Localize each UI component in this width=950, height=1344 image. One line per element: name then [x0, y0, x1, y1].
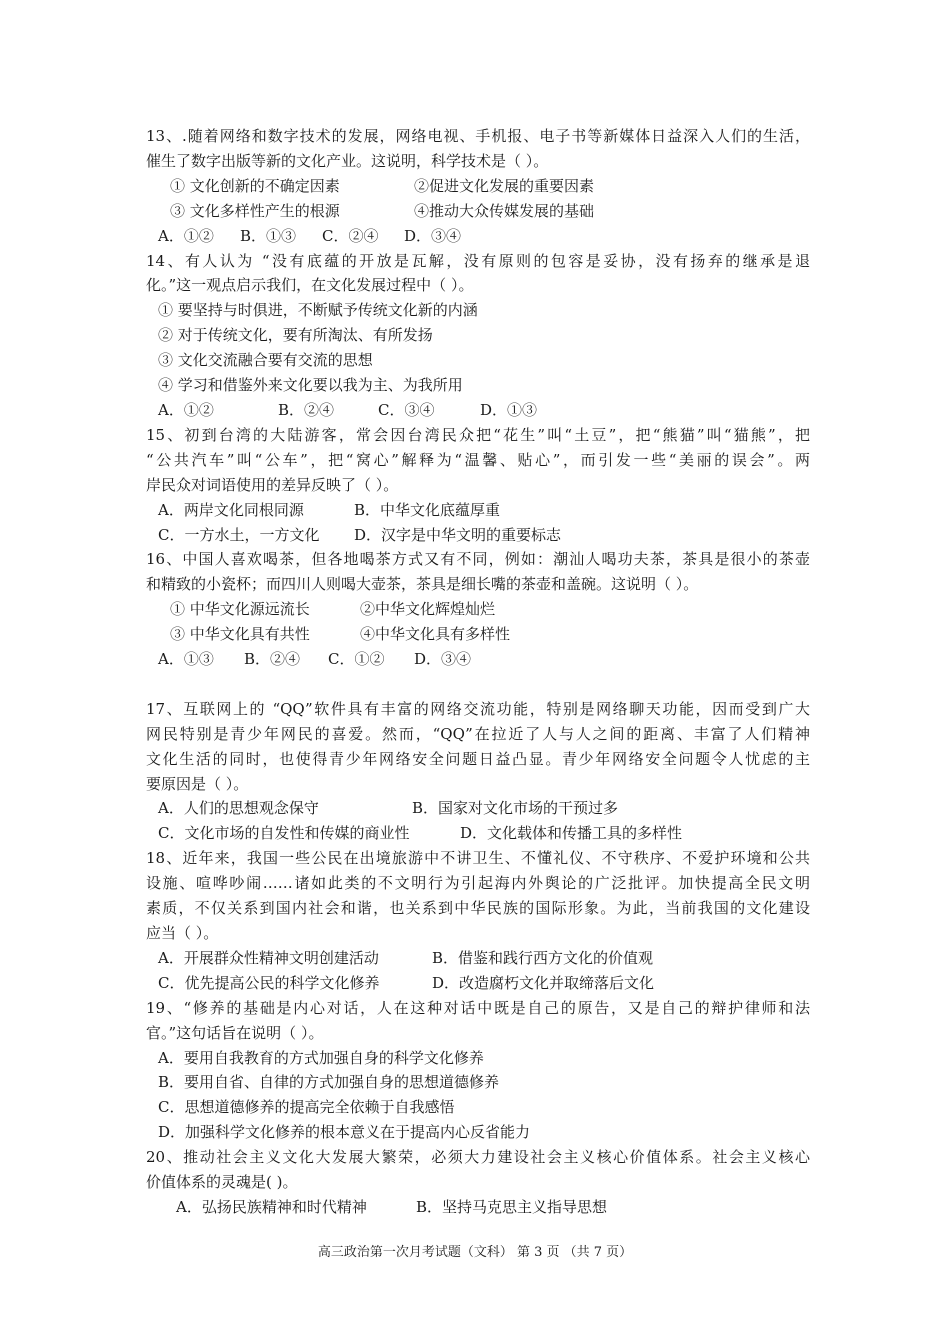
statement: ③ 文化多样性产生的根源	[170, 201, 340, 220]
option: A．两岸文化同根同源	[158, 500, 304, 519]
exam-content	[146, 124, 810, 1220]
options-row	[146, 946, 810, 971]
question-stem-line: 岸民众对词语使用的差异反映了（ ）。	[146, 475, 399, 494]
option: A．①②	[158, 226, 214, 245]
option: D．加强科学文化修养的根本意义在于提高内心反省能力	[158, 1123, 531, 1142]
option: B．坚持马克思主义指导思想	[416, 1197, 608, 1216]
statement: ③ 中华文化具有共性	[170, 625, 310, 644]
question-16	[146, 547, 810, 672]
question-stem-line: 19、“修养的基础是内心对话，人在这种对话中既是自己的原告，又是自己的辩护律师和法	[146, 998, 810, 1017]
question-13	[146, 124, 810, 249]
statement: ②促进文化发展的重要因素	[414, 176, 595, 195]
option: C．优先提高公民的科学文化修养	[158, 973, 380, 992]
options-row	[146, 796, 810, 821]
question-stem-line: 14、有人认为 “没有底蕴的开放是瓦解，没有原则的包容是妥协，没有扬弃的继承是退	[146, 251, 810, 270]
statement: ④中华文化具有多样性	[360, 625, 511, 644]
option: D．③④	[404, 226, 462, 245]
spacer	[146, 672, 810, 697]
question-17	[146, 697, 810, 846]
option: C．①②	[328, 650, 385, 669]
statement-row	[146, 174, 810, 199]
option: D．文化载体和传播工具的多样性	[460, 824, 683, 843]
option: C．②④	[322, 226, 379, 245]
option: B．①③	[240, 226, 297, 245]
options-row	[146, 647, 810, 672]
option: A．要用自我教育的方式加强自身的科学文化修养	[158, 1048, 484, 1067]
options-row	[146, 1195, 810, 1220]
statement: ① 中华文化源远流长	[170, 600, 310, 619]
statement-row	[146, 622, 810, 647]
option: D．汉字是中华文明的重要标志	[354, 525, 562, 544]
option: C．文化市场的自发性和传媒的商业性	[158, 824, 410, 843]
question-stem-line: 20、推动社会主义文化大发展大繁荣，必须大力建设社会主义核心价值体系。社会主义核心	[146, 1148, 810, 1167]
question-stem-line: 16、中国人喜欢喝茶，但各地喝茶方式又有不同，例如：潮汕人喝功夫茶，茶具是很小的茶壶	[146, 550, 810, 569]
statement-row	[146, 199, 810, 224]
options-row	[146, 224, 810, 249]
question-stem-line: 素质，不仅关系到国内社会和谐，也关系到中华民族的国际形象。为此，当前我国的文化建设	[146, 899, 810, 918]
question-stem-line: 15、初到台湾的大陆游客，常会因台湾民众把“花生”叫“土豆”，把“熊猫”叫“猫熊”，把	[146, 425, 810, 444]
option: B．②④	[244, 650, 301, 669]
option: A．①③	[158, 650, 214, 669]
question-stem-line: “公共汽车”叫“公车”，把“窝心”解释为“温馨、贴心”，而引发一些“美丽的误会”。两	[146, 450, 810, 469]
question-stem-line: 和精致的小瓷杯；而四川人则喝大壶茶，茶具是细长嘴的茶壶和盖碗。这说明（ ）。	[146, 575, 699, 594]
statement: ④ 学习和借鉴外来文化要以我为主、为我所用	[158, 376, 463, 395]
option: D．③④	[414, 650, 472, 669]
question-stem-line: 网民特别是青少年网民的喜爱。然而，“QQ”在拉近了人与人之间的距离、丰富了人们精神	[146, 724, 810, 743]
statement-row	[146, 597, 810, 622]
option: C．③④	[378, 400, 435, 419]
option: D．改造腐朽文化并取缔落后文化	[432, 973, 655, 992]
options-row	[146, 821, 810, 846]
option: A．人们的思想观念保守	[158, 799, 319, 818]
statement: ① 要坚持与时俱进，不断赋予传统文化新的内涵	[158, 301, 478, 320]
question-14	[146, 249, 810, 423]
question-stem-line: 要原因是（ ）。	[146, 774, 249, 793]
statement: ③ 文化交流融合要有交流的思想	[158, 351, 373, 370]
statement: ④推动大众传媒发展的基础	[414, 201, 595, 220]
options-row	[146, 523, 810, 548]
option: A．弘扬民族精神和时代精神	[176, 1197, 367, 1216]
option: B．借鉴和践行西方文化的价值观	[432, 948, 654, 967]
options-row	[146, 398, 810, 423]
question-stem-line: 设施、喧哗吵闹……诸如此类的不文明行为引起海内外舆论的广泛批评。加快提高全民文明	[146, 874, 810, 893]
option: A．开展群众性精神文明创建活动	[158, 948, 379, 967]
question-stem-line: 13、.随着网络和数字技术的发展，网络电视、手机报、电子书等新媒体日益深入人们的生活，	[146, 127, 810, 145]
question-stem-line: 18、近年来，我国一些公民在出境旅游中不讲卫生、不懂礼仪、不守秩序、不爱护环境和公共	[146, 849, 810, 868]
option: D．①③	[480, 400, 538, 419]
option: B．要用自省、自律的方式加强自身的思想道德修养	[158, 1073, 500, 1092]
option: B．②④	[278, 400, 335, 419]
question-stem-line: 化。”这一观点启示我们，在文化发展过程中（ ）。	[146, 276, 474, 295]
question-stem-line: 应当（ ）。	[146, 923, 219, 942]
question-stem-line: 价值体系的灵魂是( )。	[146, 1173, 298, 1192]
statement: ② 对于传统文化，要有所淘汰、有所发扬	[158, 326, 433, 345]
statement: ②中华文化辉煌灿烂	[360, 600, 496, 619]
option: B．国家对文化市场的干预过多	[412, 799, 619, 818]
question-15	[146, 423, 810, 548]
page-footer: 高三政治第一次月考试题（文科） 第 3 页 （共 7 页）	[317, 1245, 633, 1260]
option: C．思想道德修养的提高完全依赖于自我感悟	[158, 1098, 455, 1117]
question-stem-line: 文化生活的同时，也使得青少年网络安全问题日益凸显。青少年网络安全问题令人忧虑的主	[146, 749, 810, 768]
statement: ① 文化创新的不确定因素	[170, 176, 340, 195]
question-stem-line: 17、互联网上的 “QQ”软件具有丰富的网络交流功能，特别是网络聊天功能，因而受到广大	[146, 699, 810, 718]
question-stem-line: 催生了数字出版等新的文化产业。这说明，科学技术是（ ）。	[146, 151, 549, 170]
question-20	[146, 1145, 810, 1220]
option: C．一方水土，一方文化	[158, 525, 320, 544]
option: B．中华文化底蕴厚重	[354, 500, 501, 519]
question-stem-line: 官。”这句话旨在说明（ ）。	[146, 1023, 324, 1042]
option: A．①②	[158, 400, 214, 419]
question-19	[146, 996, 810, 1145]
options-row	[146, 971, 810, 996]
question-18	[146, 846, 810, 995]
options-row	[146, 498, 810, 523]
